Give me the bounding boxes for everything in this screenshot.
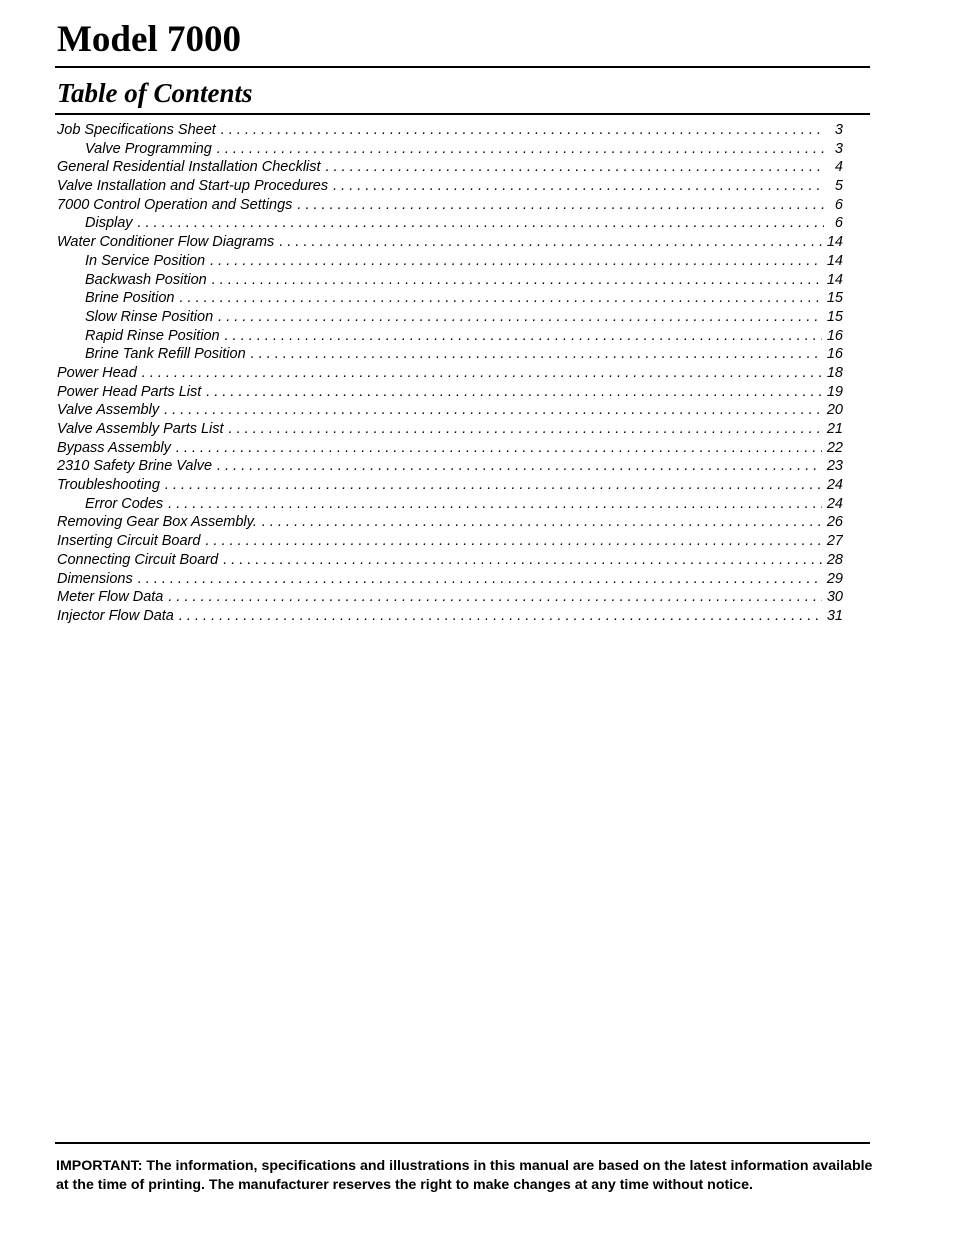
title-divider [55,66,870,68]
toc-entry-label: Valve Programming [85,140,212,157]
important-notice: IMPORTANT: The information, specifications and illustrations in this manual are based on the latest information available at the time of printing. The manufacturer reserves the right to make changes at any time without notice. [56,1158,873,1193]
toc-entry-label: Power Head [57,364,137,381]
toc-dot-leader [168,588,821,607]
toc-entry[interactable] [57,439,843,458]
toc-heading: Table of Contents [57,78,253,108]
toc-dot-leader [138,570,822,589]
toc-dot-leader [297,196,824,215]
toc-entry-page: 26 [826,514,843,531]
toc-entry-label: General Residential Installation Checklist [57,159,321,176]
toc-dot-leader [168,495,822,514]
toc-dot-leader [217,140,824,159]
toc-dot-leader [333,177,824,196]
toc-dot-leader [225,327,822,346]
toc-entry-page: 15 [826,290,843,307]
toc-entry[interactable] [57,196,843,215]
toc-entry-page: 23 [826,458,843,475]
toc-entry-label: Valve Assembly Parts List [57,421,224,437]
toc-entry-page: 14 [826,234,843,251]
toc-dot-leader [221,121,824,140]
toc-entry[interactable] [57,532,843,551]
toc-entry-label: Meter Flow Data [57,589,164,606]
table-of-contents [57,121,843,626]
toc-entry-label: In Service Position [85,252,206,269]
footer-divider [55,1142,870,1144]
toc-entry[interactable] [57,383,843,402]
toc-entry[interactable] [57,140,843,159]
toc-entry[interactable] [57,364,843,383]
toc-dot-leader [164,401,822,420]
toc-dot-leader [218,308,822,327]
toc-entry-page: 21 [826,421,843,437]
toc-entry-label: Rapid Rinse Position [85,327,220,344]
toc-entry-page: 28 [826,551,843,568]
toc-entry-page: 16 [826,346,843,363]
toc-entry-page: 19 [826,383,843,400]
toc-dot-leader [251,345,822,364]
toc-entry-label: Backwash Position [85,271,207,288]
toc-entry-page: 14 [826,252,843,269]
toc-entry-page: 31 [826,607,843,624]
toc-entry-label: Valve Assembly [57,402,160,419]
toc-entry-page: 5 [834,178,843,195]
toc-entry-label: Injector Flow Data [57,607,174,624]
toc-entry-page: 15 [826,308,843,325]
toc-dot-leader [179,289,821,308]
toc-entry[interactable] [57,513,843,532]
toc-entry-page: 6 [834,196,843,213]
toc-entry-label: Dimensions [57,570,133,587]
toc-entry[interactable] [57,570,843,589]
toc-entry-label: Inserting Circuit Board [57,533,201,550]
toc-entry[interactable] [57,214,843,233]
toc-entry[interactable] [57,252,843,271]
toc-entry[interactable] [57,345,843,364]
toc-entry-label: 2310 Safety Brine Valve [57,458,213,475]
toc-heading-divider [55,113,870,115]
toc-entry-page: 27 [826,533,843,550]
toc-entry-label: Slow Rinse Position [85,308,214,325]
toc-entry-page: 20 [826,402,843,419]
toc-entry-label: Display [85,215,133,232]
toc-entry[interactable] [57,588,843,607]
toc-entry-label: Valve Installation and Start-up Procedures [57,178,329,195]
toc-entry-label: Job Specifications Sheet [57,122,216,138]
toc-entry[interactable] [57,177,843,196]
toc-dot-leader [229,420,822,439]
toc-entry-page: 6 [834,215,843,232]
toc-entry-label: 7000 Control Operation and Settings [57,196,293,213]
toc-entry-page: 22 [826,439,843,456]
toc-entry[interactable] [57,327,843,346]
toc-dot-leader [142,364,822,383]
toc-entry[interactable] [57,476,843,495]
toc-entry-page: 16 [826,327,843,344]
toc-dot-leader [223,551,822,570]
toc-entry[interactable] [57,121,843,140]
toc-entry-label: Water Conditioner Flow Diagrams [57,234,275,251]
toc-dot-leader [165,476,822,495]
toc-dot-leader [205,532,821,551]
toc-entry[interactable] [57,308,843,327]
toc-dot-leader [279,233,822,252]
toc-entry[interactable] [57,158,843,177]
toc-dot-leader [217,457,822,476]
toc-entry-label: Bypass Assembly [57,439,171,456]
toc-entry-label: Removing Gear Box Assembly. [57,514,257,531]
toc-entry[interactable] [57,607,843,626]
toc-entry-label: Brine Tank Refill Position [85,346,246,363]
toc-entry-page: 30 [826,589,843,606]
toc-entry-page: 24 [826,495,843,512]
toc-entry[interactable] [57,420,843,439]
toc-entry[interactable] [57,401,843,420]
toc-dot-leader [179,607,822,626]
page-title: Model 7000 [57,19,241,60]
toc-entry[interactable] [57,233,843,252]
toc-entry-page: 14 [826,271,843,288]
toc-entry-page: 3 [834,140,843,157]
toc-entry-page: 4 [834,159,843,176]
toc-entry-page: 29 [826,570,843,587]
toc-entry[interactable] [57,271,843,290]
toc-entry[interactable] [57,551,843,570]
toc-entry-page: 18 [826,364,843,381]
toc-dot-leader [212,271,822,290]
toc-entry-label: Troubleshooting [57,477,160,494]
toc-entry-page: 3 [834,122,843,138]
toc-entry-label: Error Codes [85,495,164,512]
toc-entry[interactable] [57,289,843,308]
toc-dot-leader [138,214,824,233]
toc-entry[interactable] [57,495,843,514]
toc-dot-leader [326,158,824,177]
toc-entry-label: Connecting Circuit Board [57,551,219,568]
toc-entry-label: Power Head Parts List [57,383,202,400]
toc-dot-leader [206,383,822,402]
toc-entry-page: 24 [826,477,843,494]
toc-entry-label: Brine Position [85,290,175,307]
toc-entry[interactable] [57,457,843,476]
toc-dot-leader [176,439,822,458]
toc-dot-leader [210,252,822,271]
toc-dot-leader [262,513,822,532]
